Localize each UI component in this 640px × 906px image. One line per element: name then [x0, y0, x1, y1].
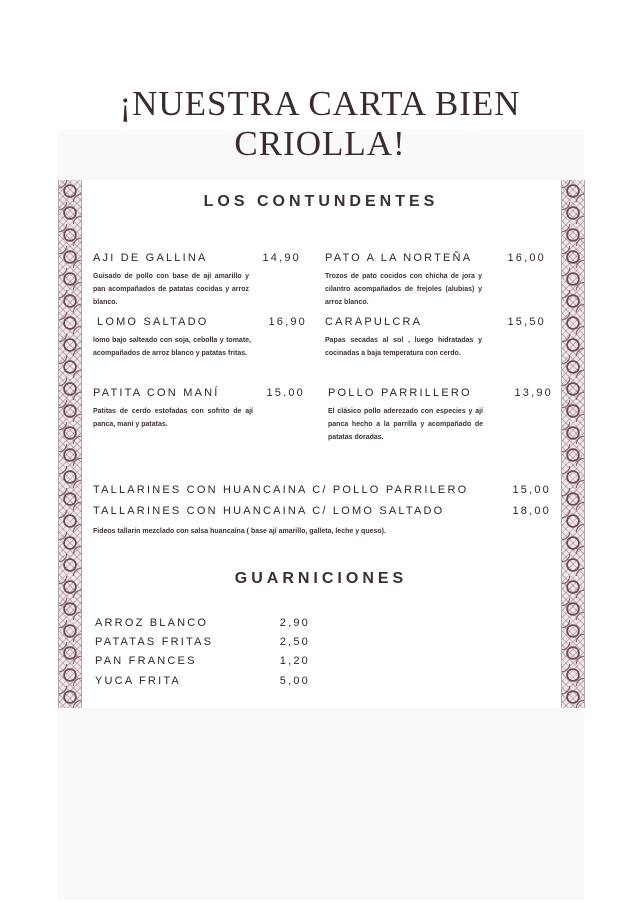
section-heading-contundentes: LOS CONTUNDENTES	[203, 193, 439, 210]
tallarines-description: Fideos tallarín mezclado con salsa huancaína ( base ají amarillo, galleta, leche y queso).	[93, 528, 386, 535]
menu-title-line-1: ¡NUESTRA CARTA BIEN	[119, 84, 521, 123]
ornamental-border-right	[561, 180, 585, 708]
side-name: ARROZ BLANCO	[95, 617, 209, 629]
dish-description: lomo bajo salteado con soja, cebolla y tomate, acompañados de arroz blanco y patatas fritas.	[93, 337, 251, 357]
tallarines-price: 18,00	[512, 505, 551, 517]
side-item	[95, 675, 310, 687]
dish-name: LOMO SALTADO	[97, 316, 209, 328]
dish-name: AJI DE GALLINA	[93, 252, 208, 264]
dish-item	[93, 252, 301, 309]
side-name: PAN FRANCES	[95, 655, 197, 667]
side-price: 1,20	[279, 655, 310, 667]
side-price: 2,50	[279, 636, 310, 648]
dish-name: CARAPULCRA	[325, 316, 423, 328]
menu-title	[0, 84, 640, 164]
dish-name: PATITA CON MANÍ	[93, 387, 220, 399]
dish-price: 15.00	[266, 387, 305, 399]
side-name: PATATAS FRITAS	[95, 636, 214, 648]
side-name: YUCA FRITA	[95, 675, 181, 687]
dish-description: Guisado de pollo con base de ají amarillo y pan acompañados de patatas cocidas y arroz blanco.	[93, 273, 249, 306]
dish-name: POLLO PARRILLERO	[328, 387, 472, 399]
side-item	[95, 636, 310, 648]
dish-price: 16,90	[268, 316, 307, 328]
dish-price: 14,90	[262, 252, 301, 264]
dish-item	[93, 387, 305, 431]
dish-item	[325, 252, 546, 309]
dish-item	[325, 316, 546, 360]
menu-title-line-2: CRIOLLA!	[234, 124, 406, 163]
side-item	[95, 655, 310, 667]
dish-price: 16,00	[507, 252, 546, 264]
dish-price: 15,50	[507, 316, 546, 328]
dish-item	[93, 316, 307, 360]
tallarines-name: TALLARINES CON HUANCAINA C/ POLLO PARRILERO	[93, 484, 469, 496]
dish-item	[328, 387, 553, 444]
dish-description: El clásico pollo aderezado con especies y ají panca hecho a la parrilla y acompañado de patatas doradas.	[328, 408, 483, 441]
dish-price: 13,90	[514, 387, 553, 399]
dish-description: Trozos de pato cocidos con chicha de jora y cilantro acompañados de frejoles (alubias) y arroz blanco.	[325, 273, 482, 306]
tallarines-price: 15,00	[512, 484, 551, 496]
side-price: 5,00	[279, 675, 310, 687]
tallarines-item	[93, 484, 551, 496]
side-item	[95, 617, 310, 629]
side-price: 2,90	[279, 617, 310, 629]
dish-description: Patitas de cerdo estofadas con sofrito de ají panca, maní y patatas.	[93, 408, 253, 428]
section-heading-guarniciones: GUARNICIONES	[234, 570, 408, 587]
tallarines-item	[93, 505, 551, 517]
tallarines-name: TALLARINES CON HUANCAINA C/ LOMO SALTADO	[93, 505, 445, 517]
dish-description: Papas secadas al sol , luego hidratadas y cocinadas a baja temperatura con cerdo.	[325, 337, 482, 357]
dish-name: PATO A LA NORTEÑA	[325, 252, 473, 264]
ornamental-border-left	[58, 180, 82, 708]
